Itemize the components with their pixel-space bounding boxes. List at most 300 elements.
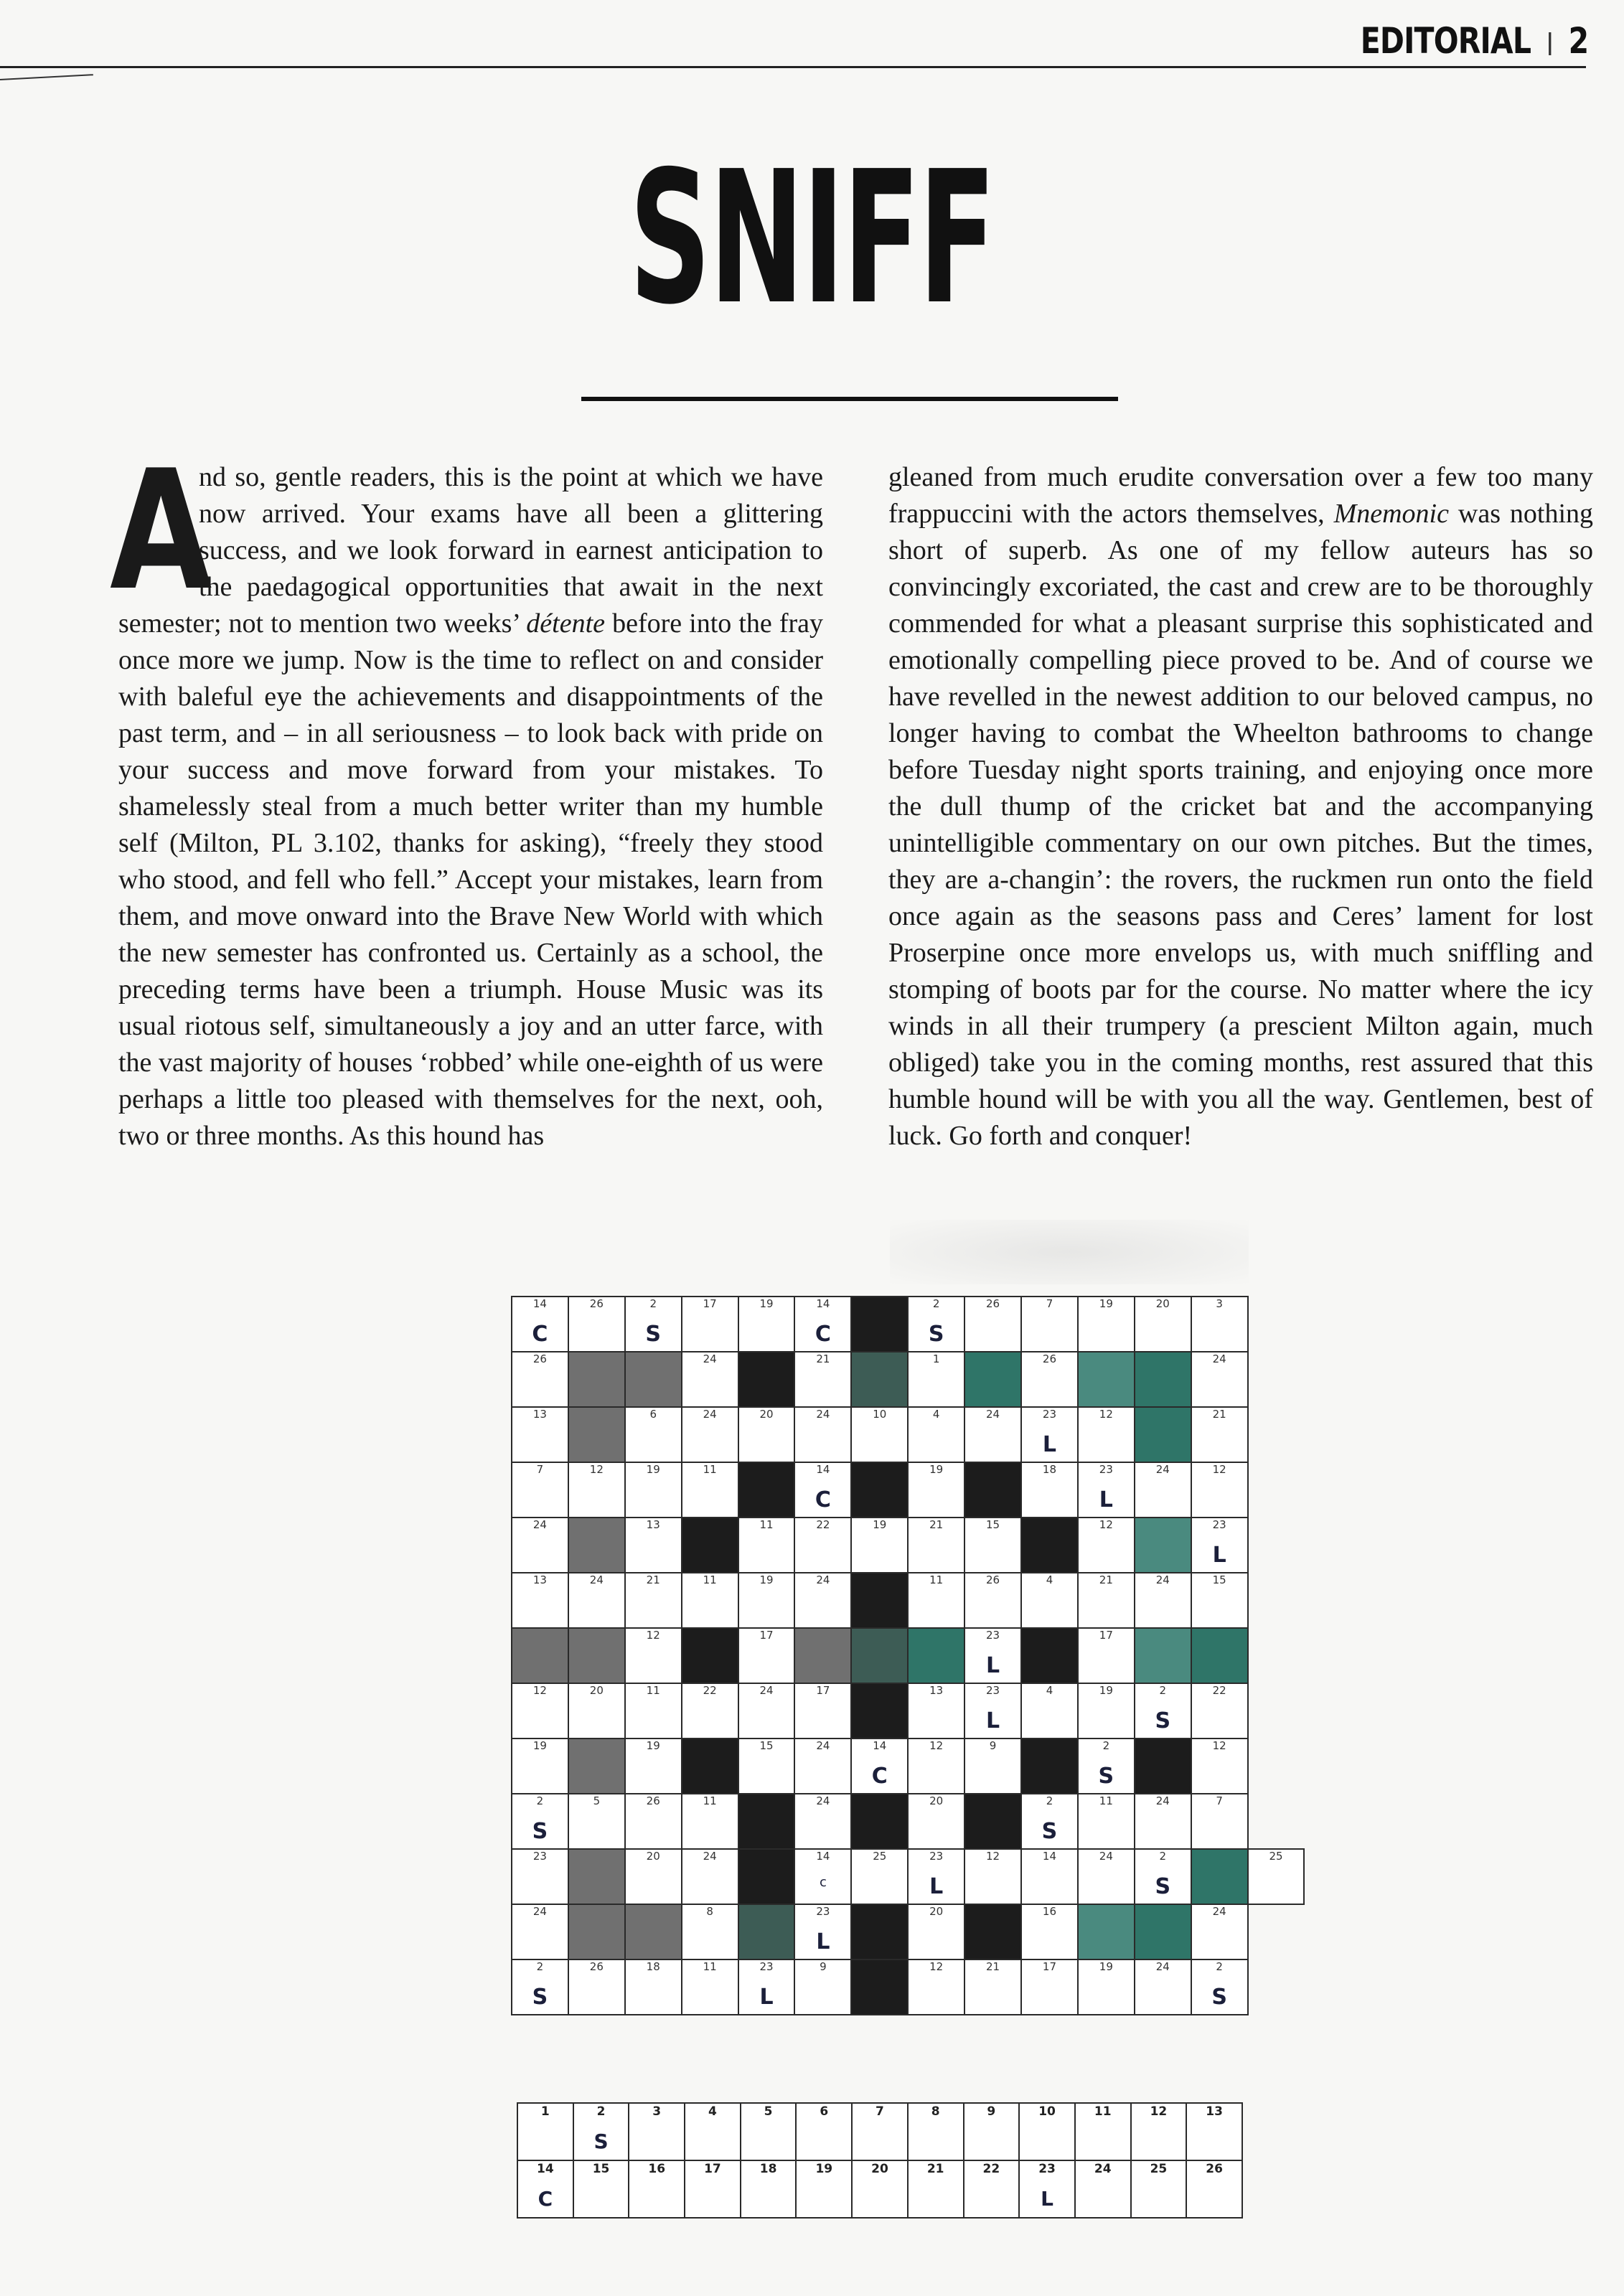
cell-code-number: 19 xyxy=(929,1463,944,1476)
grid-cell[interactable] xyxy=(512,1573,568,1628)
grid-cell[interactable] xyxy=(794,1683,851,1739)
grid-cell[interactable] xyxy=(738,1297,795,1352)
grid-cell[interactable] xyxy=(682,1573,738,1628)
cell-code-number: 19 xyxy=(532,1739,547,1752)
grid-cell[interactable] xyxy=(682,1849,738,1904)
cell-code-number: 24 xyxy=(1212,1905,1226,1918)
cell-code-number: 12 xyxy=(929,1960,944,1973)
cell-code-number: 19 xyxy=(646,1463,660,1476)
cell-code-number: 24 xyxy=(816,1408,830,1421)
cell-code-number: 19 xyxy=(759,1297,774,1310)
grid-cell[interactable] xyxy=(908,1573,964,1628)
grid-cell[interactable] xyxy=(682,1959,738,2015)
grid-cell[interactable] xyxy=(625,1959,682,2015)
key-cell[interactable] xyxy=(908,2103,964,2160)
cell-code-number: 14 xyxy=(873,1739,887,1752)
grid-row xyxy=(512,1352,1304,1407)
grid-block xyxy=(851,1904,908,1959)
grid-cell[interactable] xyxy=(1078,1462,1135,1518)
grid-block xyxy=(625,1904,682,1959)
cell-code-number: 2 xyxy=(536,1794,544,1807)
cell-code-number: 7 xyxy=(1046,1297,1053,1310)
grid-cell[interactable] xyxy=(512,1352,568,1407)
key-cell[interactable] xyxy=(796,2103,852,2160)
cell-letter: S xyxy=(1041,1819,1058,1844)
grid-row xyxy=(512,1959,1304,2015)
cell-letter: S xyxy=(1098,1764,1114,1789)
cell-code-number: 13 xyxy=(532,1408,547,1421)
cell-letter: S xyxy=(1211,1985,1227,2010)
grid-cell[interactable] xyxy=(794,1518,851,1573)
grid-cell[interactable] xyxy=(682,1794,738,1849)
grid-cell[interactable] xyxy=(1135,1573,1191,1628)
grid-cell[interactable] xyxy=(1135,1849,1191,1904)
left-column xyxy=(110,436,823,1154)
cell-code-number: 24 xyxy=(816,1794,830,1807)
grid-row xyxy=(512,1297,1304,1352)
cell-letter: S xyxy=(1155,1708,1171,1733)
key-cell[interactable] xyxy=(1019,2160,1075,2218)
grid-cell[interactable] xyxy=(738,1683,795,1739)
grid-block xyxy=(1078,1352,1135,1407)
cell-code-number: 17 xyxy=(703,1297,717,1310)
cell-letter: c xyxy=(819,1875,827,1890)
grid-block xyxy=(964,1352,1021,1407)
key-number: 1 xyxy=(540,2104,550,2119)
cell-code-number: 18 xyxy=(1042,1463,1056,1476)
grid-cell[interactable] xyxy=(908,1297,964,1352)
key-cell[interactable] xyxy=(1186,2103,1242,2160)
grid-cell[interactable] xyxy=(738,1518,795,1573)
grid-cell[interactable] xyxy=(512,1297,568,1352)
key-cell[interactable] xyxy=(573,2103,629,2160)
grid-cell[interactable] xyxy=(794,1407,851,1462)
grid-cell[interactable] xyxy=(908,1849,964,1904)
cell-code-number: 21 xyxy=(929,1518,944,1531)
grid-cell[interactable] xyxy=(1078,1297,1135,1352)
cell-code-number: 12 xyxy=(532,1684,547,1697)
grid-block xyxy=(964,1462,1021,1518)
grid-cell[interactable] xyxy=(1078,1573,1135,1628)
grid-block xyxy=(738,1849,795,1904)
grid-block xyxy=(851,1794,908,1849)
grid-cell[interactable] xyxy=(1078,1739,1135,1794)
key-cell[interactable] xyxy=(1131,2160,1187,2218)
key-cell[interactable] xyxy=(852,2160,908,2218)
cell-code-number: 4 xyxy=(1046,1684,1053,1697)
cell-code-number: 12 xyxy=(986,1850,1000,1863)
grid-cell[interactable] xyxy=(625,1462,682,1518)
cell-code-number: 11 xyxy=(929,1573,944,1586)
grid-cell[interactable] xyxy=(794,1794,851,1849)
grid-cell[interactable] xyxy=(908,1352,964,1407)
key-cell[interactable] xyxy=(908,2160,964,2218)
header-separator xyxy=(1548,32,1550,55)
cell-code-number: 24 xyxy=(1155,1960,1170,1973)
grid-cell[interactable] xyxy=(738,1959,795,2015)
key-number: 25 xyxy=(1150,2162,1168,2176)
cell-code-number: 25 xyxy=(1269,1850,1283,1863)
grid-block xyxy=(1135,1628,1191,1683)
grid-cell[interactable] xyxy=(1191,1739,1248,1794)
header-rule xyxy=(0,66,1586,68)
grid-block xyxy=(1021,1518,1078,1573)
grid-row xyxy=(512,1573,1304,1628)
grid-row xyxy=(512,1904,1304,1959)
cell-letter: C xyxy=(532,1322,548,1347)
cell-code-number: 11 xyxy=(703,1573,717,1586)
grid-cell[interactable] xyxy=(1078,1849,1135,1904)
key-row xyxy=(517,2103,1242,2160)
grid-cell[interactable] xyxy=(794,1462,851,1518)
grid-block xyxy=(1191,1849,1248,1904)
grid-cell[interactable] xyxy=(1078,1628,1135,1683)
key-number: 2 xyxy=(596,2104,606,2119)
key-number: 9 xyxy=(987,2104,996,2119)
cell-code-number: 2 xyxy=(1159,1684,1167,1697)
grid-block xyxy=(738,1904,795,1959)
grid-block xyxy=(568,1739,625,1794)
grid-block xyxy=(682,1628,738,1683)
cell-code-number: 12 xyxy=(1212,1463,1226,1476)
cell-code-number: 23 xyxy=(532,1850,547,1863)
cell-code-number: 14 xyxy=(816,1850,830,1863)
key-number: 20 xyxy=(871,2162,888,2176)
grid-cell[interactable] xyxy=(1135,1794,1191,1849)
grid-cell[interactable] xyxy=(1021,1849,1078,1904)
grid-cell[interactable] xyxy=(1021,1904,1078,1959)
grid-cell[interactable] xyxy=(512,1739,568,1794)
key-cell[interactable] xyxy=(964,2103,1020,2160)
grid-cell[interactable] xyxy=(1021,1683,1078,1739)
key-number: 22 xyxy=(982,2162,1000,2176)
right-column xyxy=(888,459,1593,1154)
grid-cell[interactable] xyxy=(1135,1683,1191,1739)
grid-cell[interactable] xyxy=(625,1794,682,1849)
grid-cell[interactable] xyxy=(851,1407,908,1462)
grid-cell[interactable] xyxy=(964,1849,1021,1904)
grid-cell[interactable] xyxy=(908,1518,964,1573)
cell-code-number: 14 xyxy=(816,1297,830,1310)
grid-cell[interactable] xyxy=(625,1683,682,1739)
grid-cell[interactable] xyxy=(794,1297,851,1352)
grid-cell[interactable] xyxy=(568,1683,625,1739)
grid-cell[interactable] xyxy=(512,1518,568,1573)
grid-cell[interactable] xyxy=(682,1407,738,1462)
grid-cell[interactable] xyxy=(512,1794,568,1849)
grid-cell[interactable] xyxy=(851,1739,908,1794)
cell-code-number: 24 xyxy=(703,1850,717,1863)
grid-cell[interactable] xyxy=(794,1959,851,2015)
grid-cell[interactable] xyxy=(625,1739,682,1794)
grid-cell[interactable] xyxy=(568,1573,625,1628)
section-label: EDITORIAL xyxy=(1360,20,1531,62)
left-column-text: nd so, gentle readers, this is the point at which we have now arrived. Your exams have all been a glittering success, and we look forward in earnest anticipation to the paedagogical opportunities that await in the next semester; not to mention two weeks’ détente before into the fray once more we jump. Now is the time to reflect on and consider with baleful eye the achievements and disappointments of the past term, and – in all seriousness – to look back with pride on your success and move forward from your mistakes. To shamelessly steal from a much better writer than my humble self (Milton, PL 3.102, thanks for asking), “freely they stood who stood, and fell who fell.” Accept your mistakes, learn from them, and move onward into the Brave New World with which the new semester has confronted us. Certainly as a school, the preceding terms have been a triumph. House Music was its usual riotous self, simultaneously a joy and an utter farce, with the vast majority of houses ‘robbed’ while one-eighth of us were perhaps a little too pleased with themselves for the next, ooh, two or three months. As this hound has xyxy=(118,462,823,1151)
grid-cell[interactable] xyxy=(682,1904,738,1959)
key-letter: L xyxy=(1041,2187,1053,2211)
grid-cell[interactable] xyxy=(794,1904,851,1959)
paper-smudge xyxy=(890,1220,1249,1284)
grid-cell[interactable] xyxy=(1191,1462,1248,1518)
right-column-text: gleaned from much erudite conversation over a few too many frappuccini with the actors themselves, Mnemonic was nothing short of superb. As one of my fellow auteurs has so convincingly excoriated, the cast and crew are to be thoroughly commended for what a pleasant surprise this sophisticated and emotionally compelling piece proved to be. And of course we have revelled in the newest addition to our beloved campus, no longer having to combat the Wheelton bathrooms to change before Tuesday night sports training, and enjoying once more the dull thump of the cricket bat and the accompanying unintelligible commentary on our own pitches. But the times, they are a-changin’: the rovers, the ruckmen run onto the field once again as the seasons pass and Ceres’ lament for lost Proserpine once more envelops us, with much sniffling and stomping of boots par for the course. No matter where the icy winds in all their trumpery (a prescient Milton again, much obliged) take you in the coming months, rest assured that this humble hound will be with you all the way. Gentlemen, best of luck. Go forth and conquer! xyxy=(888,462,1593,1151)
cell-letter: L xyxy=(1212,1543,1226,1568)
cell-code-number: 11 xyxy=(759,1518,774,1531)
grid-block xyxy=(682,1518,738,1573)
key-cell[interactable] xyxy=(517,2160,573,2218)
grid-cell[interactable] xyxy=(1191,1573,1248,1628)
grid-cell[interactable] xyxy=(1191,1297,1248,1352)
cell-letter: L xyxy=(929,1874,944,1899)
grid-cell[interactable] xyxy=(964,1573,1021,1628)
grid-cell[interactable] xyxy=(964,1518,1021,1573)
grid-cell[interactable] xyxy=(908,1794,964,1849)
cell-code-number: 23 xyxy=(1212,1518,1226,1531)
grid-cell[interactable] xyxy=(512,1683,568,1739)
key-cell[interactable] xyxy=(964,2160,1020,2218)
cell-code-number: 24 xyxy=(589,1573,604,1586)
grid-cell[interactable] xyxy=(1078,1683,1135,1739)
grid-block xyxy=(794,1628,851,1683)
grid-cell[interactable] xyxy=(568,1462,625,1518)
cell-code-number: 12 xyxy=(646,1629,660,1642)
page-number: 2 xyxy=(1568,20,1588,62)
grid-cell[interactable] xyxy=(1021,1959,1078,2015)
cell-code-number: 24 xyxy=(532,1518,547,1531)
grid-cell[interactable] xyxy=(964,1407,1021,1462)
key-cell[interactable] xyxy=(1075,2160,1131,2218)
key-cell[interactable] xyxy=(741,2160,797,2218)
cell-code-number: 24 xyxy=(1212,1352,1226,1365)
grid-cell[interactable] xyxy=(512,1904,568,1959)
grid-cell[interactable] xyxy=(1135,1959,1191,2015)
grid-cell[interactable] xyxy=(1191,1683,1248,1739)
grid-cell[interactable] xyxy=(964,1683,1021,1739)
cell-code-number: 2 xyxy=(649,1297,657,1310)
key-number: 12 xyxy=(1150,2104,1168,2119)
key-number: 16 xyxy=(648,2162,666,2176)
cell-code-number: 6 xyxy=(649,1408,657,1421)
grid-cell[interactable] xyxy=(1078,1518,1135,1573)
cell-code-number: 24 xyxy=(816,1573,830,1586)
cell-code-number: 19 xyxy=(1099,1960,1113,1973)
grid-cell[interactable] xyxy=(851,1849,908,1904)
key-cell[interactable] xyxy=(1019,2103,1075,2160)
key-letter: C xyxy=(538,2187,553,2211)
cell-letter: L xyxy=(986,1653,1000,1678)
grid-cell[interactable] xyxy=(1191,1959,1248,2015)
cell-code-number: 16 xyxy=(1042,1905,1056,1918)
cell-code-number: 19 xyxy=(646,1739,660,1752)
grid-cell[interactable] xyxy=(908,1904,964,1959)
grid-cell[interactable] xyxy=(738,1407,795,1462)
grid-cell[interactable] xyxy=(512,1849,568,1904)
grid-cell[interactable] xyxy=(682,1297,738,1352)
grid-cell[interactable] xyxy=(1191,1904,1248,1959)
key-cell[interactable] xyxy=(741,2103,797,2160)
grid-cell[interactable] xyxy=(625,1628,682,1683)
grid-cell[interactable] xyxy=(1191,1794,1248,1849)
key-number: 10 xyxy=(1038,2104,1056,2119)
grid-cell[interactable] xyxy=(964,1739,1021,1794)
cell-code-number: 11 xyxy=(703,1960,717,1973)
grid-row xyxy=(512,1462,1304,1518)
grid-block xyxy=(568,1849,625,1904)
cell-code-number: 12 xyxy=(1099,1518,1113,1531)
grid-cell[interactable] xyxy=(908,1739,964,1794)
grid-row xyxy=(512,1518,1304,1573)
cell-code-number: 4 xyxy=(1046,1573,1053,1586)
key-number: 7 xyxy=(876,2104,884,2119)
cell-code-number: 12 xyxy=(1099,1408,1113,1421)
grid-cell[interactable] xyxy=(1135,1297,1191,1352)
grid-cell[interactable] xyxy=(738,1573,795,1628)
grid-cell[interactable] xyxy=(964,1628,1021,1683)
grid-block xyxy=(1191,1628,1248,1683)
cell-code-number: 15 xyxy=(759,1739,774,1752)
title-underline xyxy=(581,397,1118,401)
grid-cell[interactable] xyxy=(1021,1573,1078,1628)
key-number: 21 xyxy=(926,2162,944,2176)
key-cell[interactable] xyxy=(1075,2103,1131,2160)
header-rule-tail xyxy=(0,74,93,80)
cell-code-number: 12 xyxy=(929,1739,944,1752)
grid-cell[interactable] xyxy=(568,1794,625,1849)
grid-cell[interactable] xyxy=(794,1739,851,1794)
cell-code-number: 26 xyxy=(589,1297,604,1310)
grid-cell[interactable] xyxy=(568,1959,625,2015)
cell-code-number: 23 xyxy=(986,1684,1000,1697)
grid-block xyxy=(1135,1352,1191,1407)
grid-cell[interactable] xyxy=(625,1297,682,1352)
grid-block xyxy=(851,1573,908,1628)
cell-code-number: 13 xyxy=(646,1518,660,1531)
grid-block xyxy=(851,1628,908,1683)
cell-code-number: 21 xyxy=(816,1352,830,1365)
grid-cell[interactable] xyxy=(908,1683,964,1739)
grid-cell[interactable] xyxy=(794,1849,851,1904)
grid-cell[interactable] xyxy=(908,1959,964,2015)
cell-code-number: 20 xyxy=(646,1850,660,1863)
grid-cell[interactable] xyxy=(851,1518,908,1573)
grid-cell[interactable] xyxy=(738,1628,795,1683)
grid-cell[interactable] xyxy=(512,1959,568,2015)
grid-row xyxy=(512,1683,1304,1739)
key-cell[interactable] xyxy=(1186,2160,1242,2218)
key-cell[interactable] xyxy=(852,2103,908,2160)
grid-block xyxy=(682,1739,738,1794)
grid-block xyxy=(568,1407,625,1462)
grid-cell[interactable] xyxy=(1078,1794,1135,1849)
grid-cell[interactable] xyxy=(1078,1959,1135,2015)
cell-letter: C xyxy=(815,1322,831,1347)
cell-code-number: 14 xyxy=(532,1297,547,1310)
cell-code-number: 24 xyxy=(759,1684,774,1697)
cell-code-number: 17 xyxy=(1099,1629,1113,1642)
key-number: 6 xyxy=(820,2104,829,2119)
cell-letter: L xyxy=(759,1985,774,2010)
key-cell[interactable] xyxy=(573,2160,629,2218)
cell-code-number: 18 xyxy=(646,1960,660,1973)
cell-code-number: 21 xyxy=(1099,1573,1113,1586)
grid-cell[interactable] xyxy=(1248,1849,1305,1904)
grid-cell[interactable] xyxy=(964,1297,1021,1352)
grid-block xyxy=(851,1352,908,1407)
grid-cell[interactable] xyxy=(1135,1462,1191,1518)
grid-cell[interactable] xyxy=(512,1462,568,1518)
key-cell[interactable] xyxy=(629,2103,685,2160)
grid-cell[interactable] xyxy=(738,1739,795,1794)
cell-letter: L xyxy=(1042,1432,1057,1457)
grid-cell[interactable] xyxy=(512,1407,568,1462)
cell-code-number: 25 xyxy=(873,1850,887,1863)
cell-code-number: 14 xyxy=(816,1463,830,1476)
cell-code-number: 19 xyxy=(873,1518,887,1531)
cell-code-number: 17 xyxy=(816,1684,830,1697)
cell-code-number: 26 xyxy=(986,1297,1000,1310)
cell-letter: S xyxy=(1155,1874,1171,1899)
grid-cell[interactable] xyxy=(964,1959,1021,2015)
cell-code-number: 11 xyxy=(646,1684,660,1697)
cell-code-number: 19 xyxy=(1099,1297,1113,1310)
key-cell[interactable] xyxy=(685,2160,741,2218)
key-cell[interactable] xyxy=(629,2160,685,2218)
grid-cell[interactable] xyxy=(794,1352,851,1407)
grid-cell[interactable] xyxy=(1021,1407,1078,1462)
codeword-key xyxy=(517,2102,1243,2219)
key-cell[interactable] xyxy=(1131,2103,1187,2160)
key-cell[interactable] xyxy=(685,2103,741,2160)
grid-cell[interactable] xyxy=(568,1297,625,1352)
cell-code-number: 24 xyxy=(1155,1794,1170,1807)
cell-code-number: 9 xyxy=(820,1960,827,1973)
cell-code-number: 23 xyxy=(1042,1408,1056,1421)
cell-code-number: 9 xyxy=(989,1739,997,1752)
grid-cell[interactable] xyxy=(625,1573,682,1628)
cell-code-number: 21 xyxy=(986,1960,1000,1973)
grid-cell[interactable] xyxy=(1021,1794,1078,1849)
key-cell[interactable] xyxy=(796,2160,852,2218)
grid-cell[interactable] xyxy=(1191,1352,1248,1407)
grid-cell[interactable] xyxy=(1191,1407,1248,1462)
grid-cell[interactable] xyxy=(625,1518,682,1573)
key-cell[interactable] xyxy=(517,2103,573,2160)
grid-cell[interactable] xyxy=(908,1462,964,1518)
grid-cell[interactable] xyxy=(1021,1462,1078,1518)
grid-block xyxy=(964,1904,1021,1959)
grid-cell[interactable] xyxy=(794,1573,851,1628)
grid-cell[interactable] xyxy=(682,1352,738,1407)
grid-cell[interactable] xyxy=(625,1849,682,1904)
grid-block xyxy=(1021,1739,1078,1794)
key-row xyxy=(517,2160,1242,2218)
cell-letter: S xyxy=(645,1322,662,1347)
grid-cell[interactable] xyxy=(682,1462,738,1518)
grid-cell[interactable] xyxy=(908,1407,964,1462)
grid-cell[interactable] xyxy=(625,1407,682,1462)
cell-code-number: 21 xyxy=(646,1573,660,1586)
cell-code-number: 11 xyxy=(703,1794,717,1807)
grid-cell[interactable] xyxy=(1191,1518,1248,1573)
grid-cell[interactable] xyxy=(682,1683,738,1739)
grid-cell[interactable] xyxy=(1078,1407,1135,1462)
grid-cell[interactable] xyxy=(1021,1297,1078,1352)
cell-code-number: 2 xyxy=(932,1297,940,1310)
grid-cell[interactable] xyxy=(1021,1352,1078,1407)
drop-cap: A xyxy=(110,436,212,627)
cell-code-number: 7 xyxy=(1216,1794,1223,1807)
grid-row xyxy=(512,1407,1304,1462)
grid-block xyxy=(964,1794,1021,1849)
